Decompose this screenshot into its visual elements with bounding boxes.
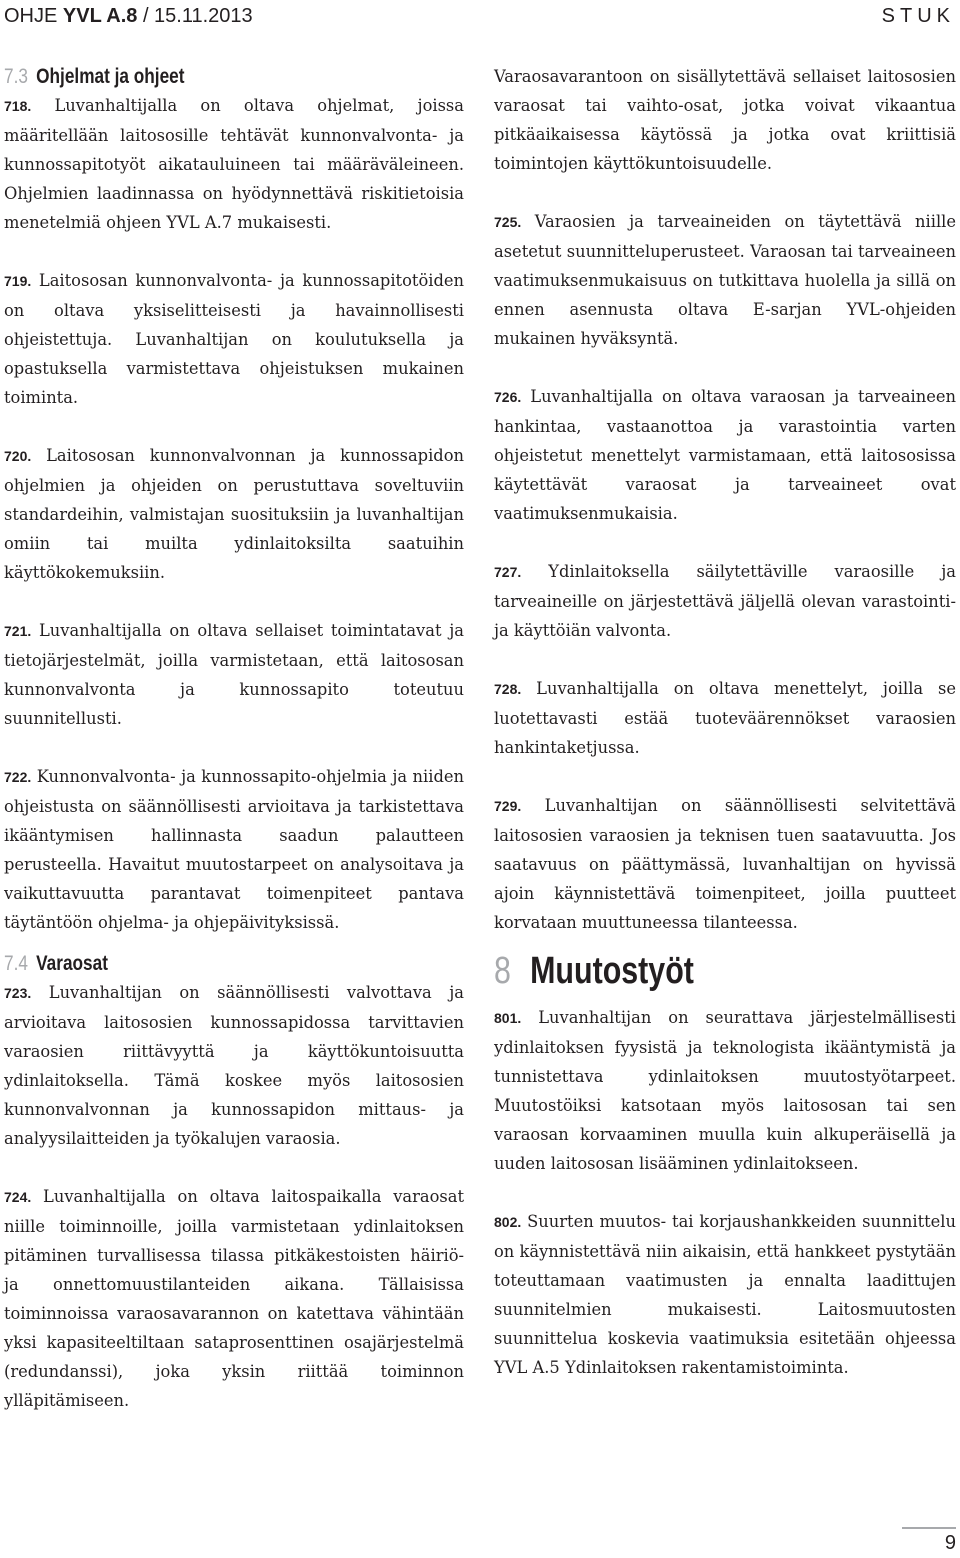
section-title: Varaosat: [36, 952, 108, 975]
paragraph-725: [494, 207, 956, 353]
left-column: [4, 62, 464, 1444]
chapter-number: 8: [494, 950, 511, 992]
paragraph-text: Varaosien ja tarveaineiden on täytettävä niille asetetut suunnitteluperusteet. Varaosan tai tarveaineen vaatimuksenmukaisuus on tutkittava huolella ja sillä on ennen asennusta oltava E-sarjan YVL-ohjeiden mukainen hyväksyntä.: [494, 212, 956, 348]
document-id: [4, 5, 253, 27]
section-number: 7.4: [4, 952, 28, 975]
paragraph-802: [494, 1207, 956, 1382]
paragraph-727: [494, 557, 956, 645]
paragraph-728: [494, 674, 956, 762]
paragraph-number: 725.: [494, 214, 522, 230]
paragraph-number: 720.: [4, 448, 32, 464]
page-number: 9: [944, 1532, 956, 1554]
paragraph-number: 719.: [4, 273, 32, 289]
paragraph-number: 722.: [4, 769, 32, 785]
section-heading-7-3: [4, 62, 381, 91]
paragraph-text: Luvanhaltijan on säännöllisesti selvitettävä laitososien varaosien ja teknisen tuen saatavuutta. Jos saatavuus on päättymässä, luvanhaltijan on hyvissä ajoin käynnistettävä toimenpiteet, joilla puutteet korvataan muuttuneessa tilanteessa.: [494, 796, 956, 932]
paragraph-text: Luvanhaltijan on seurattava järjestelmällisesti ydinlaitoksen fyysistä ja teknologista ikääntymistä ja tunnistettava ydinlaitoksen muutostyötarpeet. Muutostöiksi katsotaan myös laitososan tai sen varaosan korvaaminen muulla kuin alkuperäisellä ja uuden laitososan lisääminen ydinlaitokseen.: [494, 1008, 956, 1173]
section-number: 7.3: [4, 65, 28, 88]
paragraph-text: Luvanhaltijalla on oltava laitospaikalla varaosat niille toiminnoille, joilla varmistetaan ydinlaitoksen pitäminen turvallisessa tilassa pitkäkestoisten häiriö- ja onnettomuustilanteiden aikana. Tällaisissa toiminnoissa varaosavarannon on katettava vähintään yksi kapasiteeltiltaan sataprosenttinen osajärjestelmä (redundanssi), joka yksin riittää toiminnon ylläpitämiseen.: [4, 1187, 464, 1410]
paragraph-719: [4, 266, 464, 412]
footer-rule: [902, 1527, 956, 1529]
paragraph-number: 724.: [4, 1189, 32, 1205]
paragraph-text: Luvanhaltijalla on oltava menettelyt, joilla se luotettavasti estää tuoteväärennökset varaosien hankintaketjussa.: [494, 679, 956, 757]
paragraph-text: Laitososan kunnonvalvonta- ja kunnossapitotöiden on oltava yksiselitteisesti ja havainnollisesti ohjeistettuja. Luvanhaltijan on koulutuksella ja opastuksella varmistettava ohjeistuksen mukainen toiminta.: [4, 271, 464, 407]
paragraph-text: Laitososan kunnonvalvonnan ja kunnossapidon ohjelmien ja ohjeiden on perustuttava soveltuviin standardeihin, valmistajan suosituksiin ja luvanhaltijan omiin tai muilta ydinlaitoksilta saatuihin käyttökokemuksiin.: [4, 446, 464, 582]
paragraph-text: Luvanhaltijalla on oltava sellaiset toimintatavat ja tietojärjestelmät, joilla varmistetaan, että laitososan kunnonvalvonta ja kunnossapito toteutuu suunnitellusti.: [4, 621, 464, 728]
paragraph-text: Ydinlaitoksella säilytettäville varaosille ja tarveaineille on järjestettävä jäljellä olevan varastointi- ja käyttöiän valvonta.: [494, 562, 956, 640]
paragraph-number: 723.: [4, 985, 32, 1001]
paragraph-number: 801.: [494, 1010, 522, 1026]
chapter-title: Muutostyöt: [530, 950, 694, 992]
doc-date: / 15.11.2013: [137, 5, 253, 27]
paragraph-text: Luvanhaltijalla on oltava ohjelmat, joissa määritellään laitososille tehtävät kunnonvalvonta- ja kunnossapitotyöt aikatauluineen tai määräväleineen. Ohjelmien laadinnassa on hyödynnettävä riskitietoisia menetelmiä ohjeen YVL A.7 mukaisesti.: [4, 96, 464, 232]
section-title: Ohjelmat ja ohjeet: [36, 65, 185, 88]
paragraph-number: 728.: [494, 681, 522, 697]
paragraph-text: Varaosavarantoon on sisällytettävä sellaiset laitososien varaosat tai vaihto-osat, jotka voivat vikaantua pitkäaikaisessa käytössä ja jotka ovat kriittisiä toimintojen käyttökuntoisuudelle.: [494, 67, 956, 173]
paragraph-729: [494, 791, 956, 937]
paragraph-text: Kunnonvalvonta- ja kunnossapito-ohjelmia ja niiden ohjeistusta on säännöllisesti arvioitava ja tarkistettava ikääntymisen hallinnasta saadun palautteen perusteella. Havaitut muutostarpeet on analysoitava ja vaikuttavuutta parantavat toimenpiteet pantava täytäntöön ohjelma- ja ohjepäivityksissä.: [4, 767, 464, 932]
paragraph-number: 718.: [4, 98, 32, 114]
right-column: [494, 62, 956, 1411]
paragraph-801: [494, 1003, 956, 1178]
paragraph-720: [4, 441, 464, 587]
doc-prefix: OHJE: [4, 5, 63, 27]
paragraph-text: Luvanhaltijan on säännöllisesti valvottava ja arvioitava laitososien kunnossapidossa tarvittavien varaosien riittävyyttä ja käyttökuntoisuutta ydinlaitoksella. Tämä koskee myös laitososien kunnonvalvonnan ja kunnossapidon mittaus- ja analyysilaitteiden ja työkalujen varaosia.: [4, 983, 464, 1148]
page-header: [4, 2, 955, 30]
paragraph-724: [4, 1182, 464, 1415]
chapter-heading-8: [494, 945, 864, 997]
section-heading-7-4: [4, 949, 381, 978]
paragraph-718: [4, 91, 464, 237]
paragraph-724-continued: [494, 62, 956, 178]
paragraph-723: [4, 978, 464, 1153]
paragraph-726: [494, 382, 956, 528]
paragraph-number: 729.: [494, 798, 522, 814]
brand-label: STUK: [881, 5, 955, 27]
paragraph-722: [4, 762, 464, 937]
paragraph-text: Suurten muutos- tai korjaushankkeiden suunnittelu on käynnistettävä niin aikaisin, että hankkeet pystytään toteuttamaan vaatimusten ja ennalta laadittujen suunnitelmien mukaisesti. Laitosmuutosten suunnittelua koskevia vaatimuksia esitetään ohjeessa YVL A.5 Ydinlaitoksen rakentamistoiminta.: [494, 1212, 956, 1377]
paragraph-number: 727.: [494, 564, 522, 580]
doc-code: YVL A.8: [62, 5, 138, 27]
paragraph-number: 721.: [4, 623, 32, 639]
paragraph-721: [4, 616, 464, 733]
paragraph-number: 726.: [494, 389, 522, 405]
paragraph-number: 802.: [494, 1214, 522, 1230]
paragraph-text: Luvanhaltijalla on oltava varaosan ja tarveaineen hankintaa, vastaanottoa ja varastointia varten ohjeistetut menettelyt varmistamaan, että laitososissa käytettävät varaosat ja tarveaineet ovat vaatimuksenmukaisia.: [494, 387, 956, 523]
